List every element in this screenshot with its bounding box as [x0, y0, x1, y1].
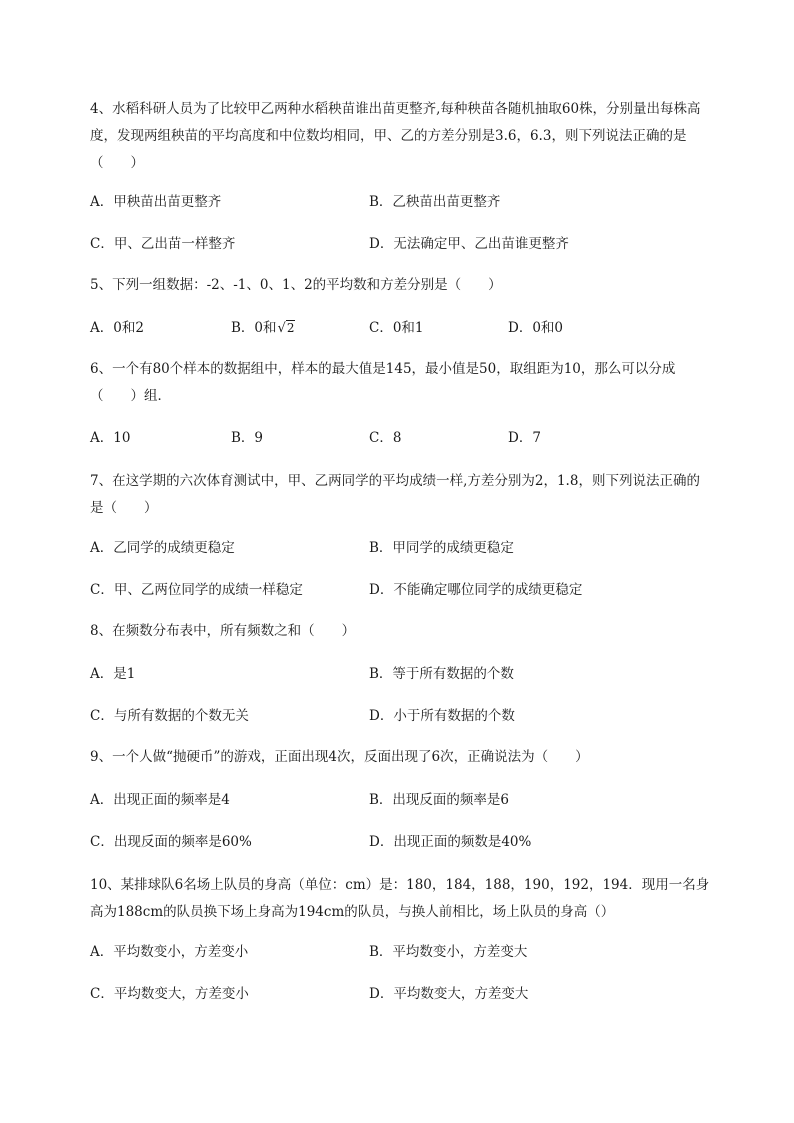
- sqrt-symbol: √2: [277, 321, 295, 336]
- question-9: 9、一个人做“抛硬币”的游戏，正面出现4次，反面出现了6次，正确说法为（ ）: [90, 749, 589, 765]
- question-4: 4、水稻科研人员为了比较甲乙两种水稻秧苗谁出苗更整齐,每种秧苗各随机抽取60株，分别量出每株高度，发现两组秧苗的平均高度和中位数均相同，甲、乙的方差分别是3.6，6.3，则下列说法正确的是（ ）: [90, 101, 701, 171]
- question-9-option-d: D．出现正面的频数是40%: [369, 834, 532, 850]
- question-7: 7、在这学期的六次体育测试中，甲、乙两同学的平均成绩一样,方差分别为2，1.8，则下列说法正确的是（ ）: [90, 473, 700, 516]
- question-6-option-d: D．7: [508, 430, 541, 446]
- question-10-option-a: A．平均数变小，方差变小: [90, 944, 249, 960]
- question-4-option-c: C．甲、乙出苗一样整齐: [90, 236, 236, 252]
- question-5-option-b-label: B．0和: [231, 320, 277, 336]
- question-10: 10、某排球队6名场上队员的身高（单位：cm）是：180，184，188，190，192，194．现用一名身高为188cm的队员换下场上身高为194cm的队员，与换人前相比，场上队员的身高（）: [90, 877, 710, 920]
- question-8: 8、在频数分布表中，所有频数之和（ ）: [90, 623, 356, 639]
- sqrt-radicand: 2: [286, 321, 295, 335]
- question-7-option-d: D．不能确定哪位同学的成绩更稳定: [369, 582, 583, 598]
- question-4-option-a: A．甲秧苗出苗更整齐: [90, 194, 222, 210]
- question-5: 5、下列一组数据：-2、-1、0、1、2的平均数和方差分别是（ ）: [90, 277, 502, 293]
- question-7-option-c: C．甲、乙两位同学的成绩一样稳定: [90, 582, 303, 598]
- question-6: 6、一个有80个样本的数据组中，样本的最大值是145，最小值是50，取组距为10，那么可以分成（ ）组．: [90, 361, 676, 404]
- question-5-option-a: A．0和2: [90, 320, 144, 336]
- question-8-option-b: B．等于所有数据的个数: [369, 666, 514, 682]
- question-10-option-d: D．平均数变大，方差变大: [369, 986, 529, 1002]
- question-6-option-a: A．10: [90, 430, 131, 446]
- question-9-option-c: C．出现反面的频率是60%: [90, 834, 252, 850]
- question-8-option-c: C．与所有数据的个数无关: [90, 708, 249, 724]
- question-4-option-d: D．无法确定甲、乙出苗谁更整齐: [369, 236, 569, 252]
- question-7-option-a: A．乙同学的成绩更稳定: [90, 540, 235, 556]
- question-10-option-c: C．平均数变大，方差变小: [90, 986, 249, 1002]
- question-8-option-a: A．是1: [90, 666, 136, 682]
- question-9-option-b: B．出现反面的频率是6: [369, 792, 510, 808]
- question-6-option-b: B．9: [231, 430, 264, 446]
- question-9-option-a: A．出现正面的频率是4: [90, 792, 230, 808]
- question-10-option-b: B．平均数变小，方差变大: [369, 944, 528, 960]
- question-6-option-c: C．8: [369, 430, 402, 446]
- question-7-option-b: B．甲同学的成绩更稳定: [369, 540, 514, 556]
- question-5-option-b: [231, 318, 295, 339]
- question-8-option-d: D．小于所有数据的个数: [369, 708, 515, 724]
- question-5-option-c: C．0和1: [369, 320, 424, 336]
- question-5-option-d: D．0和0: [508, 320, 564, 336]
- question-4-option-b: B．乙秧苗出苗更整齐: [369, 194, 501, 210]
